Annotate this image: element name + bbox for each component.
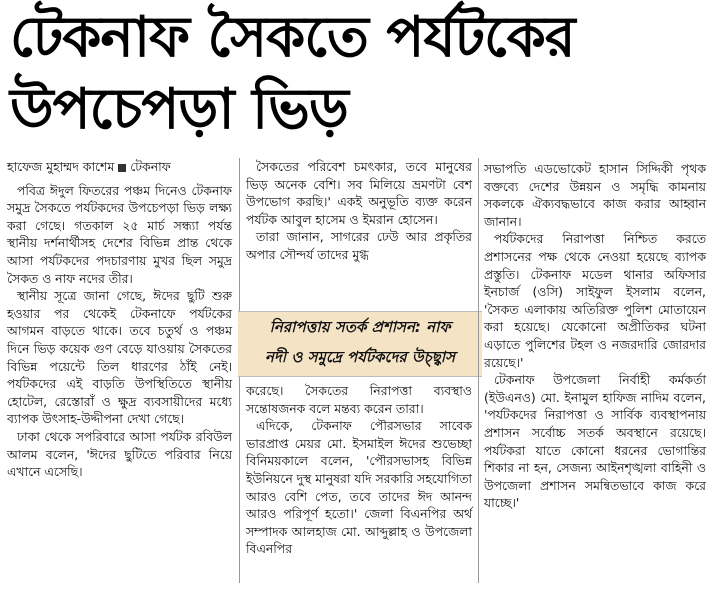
square-bullet-icon xyxy=(118,164,126,172)
headline xyxy=(10,2,710,146)
paragraph: করেছে। সৈকতের নিরাপত্তা ব্যবস্থাও সন্তোষজনক বলে মন্তব্য করেন তারা। xyxy=(246,383,472,416)
paragraph: স্থানীয় সূত্রে জানা গেছে, ঈদের ছুটি শুরু হওয়ার পর থেকেই টেকনাফে পর্যটকের আগমন বাড়তে থাকে। তবে চতুর্থ ও পঞ্চম দিনে ভিড় কয়েক গুণ বেড়ে যাওয়ায় সৈকতের বিভিন্ন পয়েন্টে তিল ধারণের ঠাঁই নেই। পর্যটকদের এই বাড়তি উপস্থিতিতে স্থানীয় হোটেল, রেস্তোরাঁ ও ক্ষুদ্র ব্যবসায়ীদের মধ্যে ব্যাপক উৎসাহ-উদ্দীপনা দেখা গেছে। xyxy=(7,288,232,427)
paragraph: পর্যটকদের নিরাপত্তা নিশ্চিত করতে প্রশাসনের পক্ষ থেকে নেওয়া হয়েছে ব্যাপক প্রস্তুতি। টেকনাফ মডেল থানার অফিসার ইনচার্জ (ওসি) সাইফুল ইসলাম বলেন, 'সৈকত এলাকায় অতিরিক্ত পুলিশ মোতায়েন করা হয়েছে। যেকোনো অপ্রীতিকর ঘটনা এড়াতে পুলিশের টহল ও নজরদারি জোরদার রয়েছে।' xyxy=(484,231,706,370)
column-divider xyxy=(478,158,479,583)
paragraph: ঢাকা থেকে সপরিবারে আসা পর্যটক রবিউল আলম বলেন, 'ঈদের ছুটিতে পরিবার নিয়ে এখানে এসেছি। xyxy=(7,428,232,480)
paragraph: সৈকতের পরিবেশ চমৎকার, তবে মানুষের ভিড় অনেক বেশি। সব মিলিয়ে ভ্রমণটা বেশ উপভোগ করছি।' একই অনুভূতি ব্যক্ত করেন পর্যটক আবুল হাসেম ও ইমরান হোসেন। xyxy=(246,159,472,227)
paragraph: তারা জানান, সাগরের ঢেউ আর প্রকৃতির অপার সৌন্দর্য তাদের মুগ্ধ xyxy=(246,229,472,262)
headline-line-2: উপচেপড়া ভিড় xyxy=(10,77,348,142)
paragraph: এদিকে, টেকনাফ পৌরসভার সাবেক ভারপ্রাপ্ত মেয়র মো. ইসমাইল ঈদের শুভেচ্ছা বিনিময়কালে বলেন, 'পৌরসভাসহ বিভিন্ন ইউনিয়নে দুস্থ মানুষরা যদি সরকারি সহযোগিতা আরও বেশি পেত, তবে তাদের ঈদ আনন্দ আরও পরিপূর্ণ হতো।' জেলা বিএনপির অর্থ সম্পাদক আলহাজ মো. আব্দুল্লাহ ও উপজেলা বিএনপির xyxy=(246,418,472,557)
paragraph: পবিত্র ঈদুল ফিতরের পঞ্চম দিনেও টেকনাফ সমুদ্র সৈকতে পর্যটকদের উপচেপড়া ভিড় লক্ষ্য করা গেছে। গতকাল ২৫ মার্চ সন্ধ্যা পর্যন্ত স্থানীয় দর্শনার্থীসহ দেশের বিভিন্ন প্রান্ত থেকে আসা পর্যটকদের পদচারণায় মুখর ছিল সমুদ্র সৈকত ও নাফ নদের তীর। xyxy=(7,182,232,286)
article-column-1 xyxy=(7,158,232,481)
pull-quote xyxy=(238,311,482,377)
paragraph: টেকনাফ উপজেলা নির্বাহী কর্মকর্তা (ইউএনও) মো. ইনামুল হাফিজ নাদিম বলেন, 'পর্যটকদের নিরাপত্তা ও সার্বিক ব্যবস্থাপনায় প্রশাসন সর্বোচ্চ সতর্ক অবস্থানে রয়েছে। পর্যটকরা যাতে কোনো ধরনের ভোগান্তির শিকার না হন, সেজন্য আইনশৃঙ্খলা বাহিনী ও উপজেলা প্রশাসন সমন্বিতভাবে কাজ করে যাচ্ছে।' xyxy=(484,372,706,511)
article-column-2-continued xyxy=(246,382,472,558)
byline-author: হাফেজ মুহাম্মদ কাশেম xyxy=(7,159,115,174)
byline xyxy=(7,158,232,176)
article-column-2 xyxy=(246,158,472,264)
headline-line-1: টেকনাফ সৈকতে পর্যটকের xyxy=(10,5,575,70)
paragraph: সভাপতি এডভোকেট হাসান সিদ্দিকী পৃথক বক্তব্যে দেশের উন্নয়ন ও সমৃদ্ধি কামনায় সকলকে ঐক্যবদ্ধভাবে কাজ করার আহ্বান জানান। xyxy=(484,161,706,229)
article-column-3 xyxy=(484,160,706,512)
byline-location: টেকনাফ xyxy=(130,159,171,174)
pull-quote-line-2: নদী ও সমুদ্রে পর্যটকদের উচ্ছ্বাস xyxy=(264,348,456,366)
pull-quote-line-1: নিরাপত্তায় সতর্ক প্রশাসন: নাফ xyxy=(269,318,451,336)
